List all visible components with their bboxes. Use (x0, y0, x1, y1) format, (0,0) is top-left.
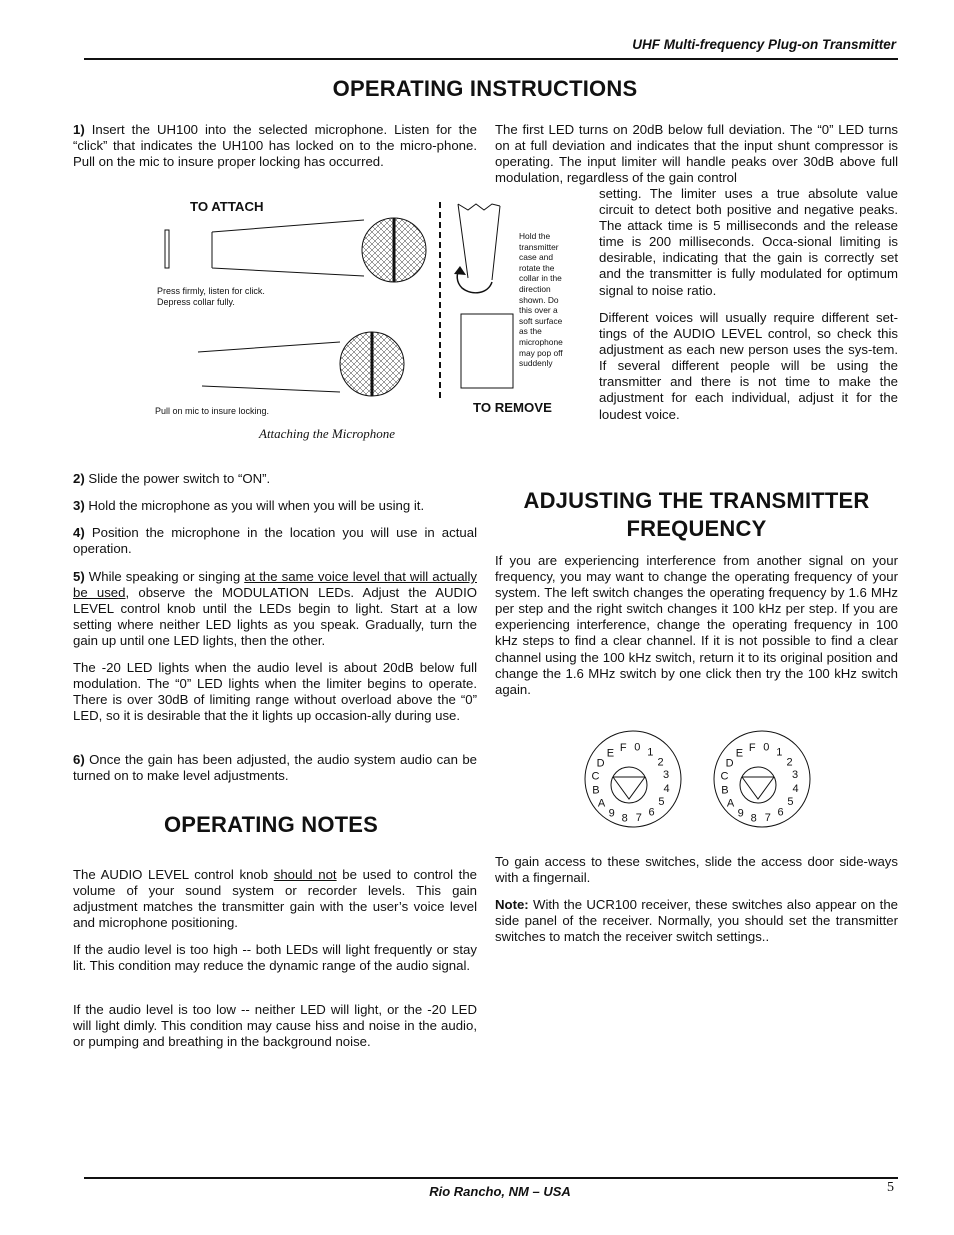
dial-label: 3 (663, 769, 670, 782)
hold-line: shown. Do (519, 294, 559, 305)
dial-label: E (606, 747, 615, 760)
mic-body-remove (458, 204, 500, 280)
dial-label: 8 (621, 812, 628, 825)
notes-para-1-underlined: should not (273, 867, 337, 882)
notes-para-1-post: be used to control the volume of your sound system or recorder levels. This gain adjustment matches the transmitter gain with the user’s voice level and microphone positioning. (73, 867, 478, 931)
dial-label: 6 (648, 806, 655, 819)
attach-figure (150, 196, 580, 446)
dial-label: 6 (777, 806, 784, 819)
step-1 (73, 122, 477, 170)
dial-label: F (619, 741, 627, 754)
access-para: To gain access to these switches, slide the access door side-ways with a fingernail. (495, 854, 898, 886)
dial-label: F (748, 741, 756, 754)
step-5-text-post: , observe the MODULATION LEDs. Adjust the AUDIO LEVEL control knob until the LEDs begin to light. Start at a low setting where neither LED lights as you speak. Gradually, turn the gain up until one LED lights, then the other. (73, 585, 477, 649)
hold-line: rotate the (519, 262, 555, 273)
to-remove-label: TO REMOVE (473, 400, 552, 415)
footer-rule (84, 1177, 898, 1179)
dial-label: 1 (776, 746, 783, 759)
attach-diagram (150, 196, 580, 426)
dial-label: 7 (635, 812, 642, 825)
dial-pointer (611, 767, 647, 803)
dial-pointer (740, 767, 776, 803)
dial-label: A (726, 797, 735, 810)
dial-label: E (735, 747, 744, 760)
pull-note: Pull on mic to insure locking. (155, 406, 270, 416)
notes-para-1 (73, 867, 477, 931)
press-note-line-2: Depress collar fully. (157, 296, 235, 307)
dial-label: 1 (647, 746, 654, 759)
hold-note (519, 231, 563, 369)
dial-label: 4 (792, 783, 799, 796)
dial-label: C (591, 770, 600, 783)
step-1-text: Insert the UH100 into the selected microphone. Listen for the “click” that indicates the UH100 has locked on to the micro-phone. Pull on the mic to insure proper locking has occurred. (73, 122, 477, 170)
led-para-part-a: The first LED turns on 20dB below full deviation. The “0” LED turns on at full deviation and indicates that the input shunt compressor is operating. The input limiter will handle peaks over 30dB above full modulation, regardless of the gain control (495, 122, 898, 186)
notes-para-3: If the audio level is too low -- neither LED will light, or the -20 LED will light dimly. This condition may cause hiss and noise in the audio, or pumping and breathing in the background noise. (73, 1002, 477, 1050)
dial-label: 4 (663, 783, 670, 796)
press-note (157, 286, 265, 307)
section-title-operating-notes: OPERATING NOTES (164, 812, 379, 837)
frequency-para: If you are experiencing interference from another signal on your frequency, you may want to change the operating frequency of your system. The left switch changes the operating frequency by 1.6 MHz per step and the right switch changes it 100 kHz per step. If you are experiencing interference, change the operating frequency in 100 kHz steps to find a clear channel. If it is not possible to find a clear channel using the 100 kHz switch, return it to its original position and change the 1.6 MHz switch by one click then try the 100 kHz switch again. (495, 553, 898, 697)
step-6-text: Once the gain has been adjusted, the audio system audio can be turned on to make level adjustments. (73, 752, 477, 784)
transmitter-collar-shape (165, 230, 169, 268)
step-6 (73, 752, 477, 784)
hold-line: transmitter (519, 241, 559, 252)
hold-line: as the (519, 326, 542, 337)
footer-location: Rio Rancho, NM – USA (429, 1184, 571, 1199)
hold-line: collar in the (519, 273, 562, 284)
dial-label: B (592, 784, 600, 797)
dial-label: 3 (792, 769, 799, 782)
dial-label: 9 (737, 807, 744, 820)
note-para (495, 897, 898, 945)
step-4 (73, 525, 477, 557)
dial-label: 7 (764, 812, 771, 825)
press-note-line-1: Press firmly, listen for click. (157, 286, 265, 296)
section-title-adjusting (495, 487, 898, 543)
dial-label: B (721, 784, 729, 797)
note-label: Note: (495, 897, 529, 912)
step-2 (73, 471, 477, 487)
notes-para-2: If the audio level is too high -- both LEDs will light frequently or stay lit. This condition may reduce the dynamic range of the audio signal. (73, 942, 477, 974)
mic-body-bottom (198, 342, 340, 392)
transmitter-box (461, 314, 513, 388)
notes-para-1-pre: The AUDIO LEVEL control knob (73, 867, 269, 882)
rotary-switch-left (583, 729, 683, 829)
dial-label: 2 (786, 756, 793, 769)
step-3-text: Hold the microphone as you will when you will be using it. (88, 498, 425, 513)
step-3-number: 3) (73, 498, 85, 513)
dial-label: 9 (608, 807, 615, 820)
step-5-text-pre: While speaking or singing (88, 569, 241, 584)
step-6-number: 6) (73, 752, 85, 767)
hold-line: this over a (519, 305, 558, 316)
dial-label: D (725, 757, 734, 770)
mic-body-top (212, 220, 364, 276)
step-1-number: 1) (73, 122, 85, 137)
voices-para: Different voices will usually require different set-tings of the AUDIO LEVEL control, so check this adjustment as each new person uses the sys-tem. If several different people will be using the transmitter and there is not time to make the adjustment for each individual, adjust it for the loudest voice. (599, 310, 898, 422)
dial-label: D (596, 757, 605, 770)
hold-line: direction (519, 283, 551, 294)
dial-label: 5 (658, 796, 665, 809)
hold-line: soft surface (519, 315, 563, 326)
dial-label: 0 (634, 741, 641, 754)
step-5-text-underlined: at the same voice level that will actually be used (73, 569, 477, 601)
note-text: With the UCR100 receiver, these switches also appear on the side panel of the receiver. Normally, you should set the transmitter switches to match the receiver switch settings.. (495, 897, 898, 945)
dial-labels (721, 741, 799, 824)
step-2-text: Slide the power switch to “ON”. (88, 471, 271, 486)
step-4-number: 4) (73, 525, 85, 540)
header-rule (84, 58, 898, 60)
section-title-adjusting-line-2: FREQUENCY (626, 516, 767, 541)
page-number: 5 (887, 1180, 894, 1195)
section-title-operating-instructions: OPERATING INSTRUCTIONS (332, 76, 638, 101)
dial-labels (592, 741, 670, 824)
figure-caption: Attaching the Microphone (259, 426, 395, 441)
hold-line: suddenly (519, 358, 553, 369)
running-header: UHF Multi-frequency Plug-on Transmitter (632, 37, 896, 52)
hold-line: microphone (519, 336, 563, 347)
para-20-led: The -20 LED lights when the audio level is about 20dB below full modulation. The “0” LED lights when the limiter begins to operate. There is over 30dB of limiting range without overload above the “0” LED, so it is desirable that the it lights up occasion-ally during use. (73, 660, 477, 724)
step-3 (73, 498, 477, 514)
dial-label: 8 (750, 812, 757, 825)
dial-label: 0 (763, 741, 770, 754)
hold-line: may pop off (519, 347, 563, 358)
hold-line: case and (519, 252, 553, 263)
dial-label: C (720, 770, 729, 783)
hold-line: Hold the (519, 231, 551, 241)
step-4-text: Position the microphone in the location you will use in actual operation. (73, 525, 477, 557)
led-para-part-b: setting. The limiter uses a true absolute value circuit to detect both positive and negative peaks. The attack time is 5 milliseconds and the release time is 200 milliseconds. Occa-sional limiting is desirable, indicating that the gain is correctly set and the transmitter is fully modulated for optimum signal to noise ratio. (599, 186, 898, 298)
step-5-number: 5) (73, 569, 85, 584)
dial-label: A (597, 797, 606, 810)
section-title-adjusting-line-1: ADJUSTING THE TRANSMITTER (523, 488, 870, 513)
to-attach-label: TO ATTACH (190, 199, 264, 214)
step-2-number: 2) (73, 471, 85, 486)
dial-label: 5 (787, 796, 794, 809)
rotary-switch-right (712, 729, 812, 829)
step-5 (73, 569, 477, 649)
dial-label: 2 (657, 756, 664, 769)
